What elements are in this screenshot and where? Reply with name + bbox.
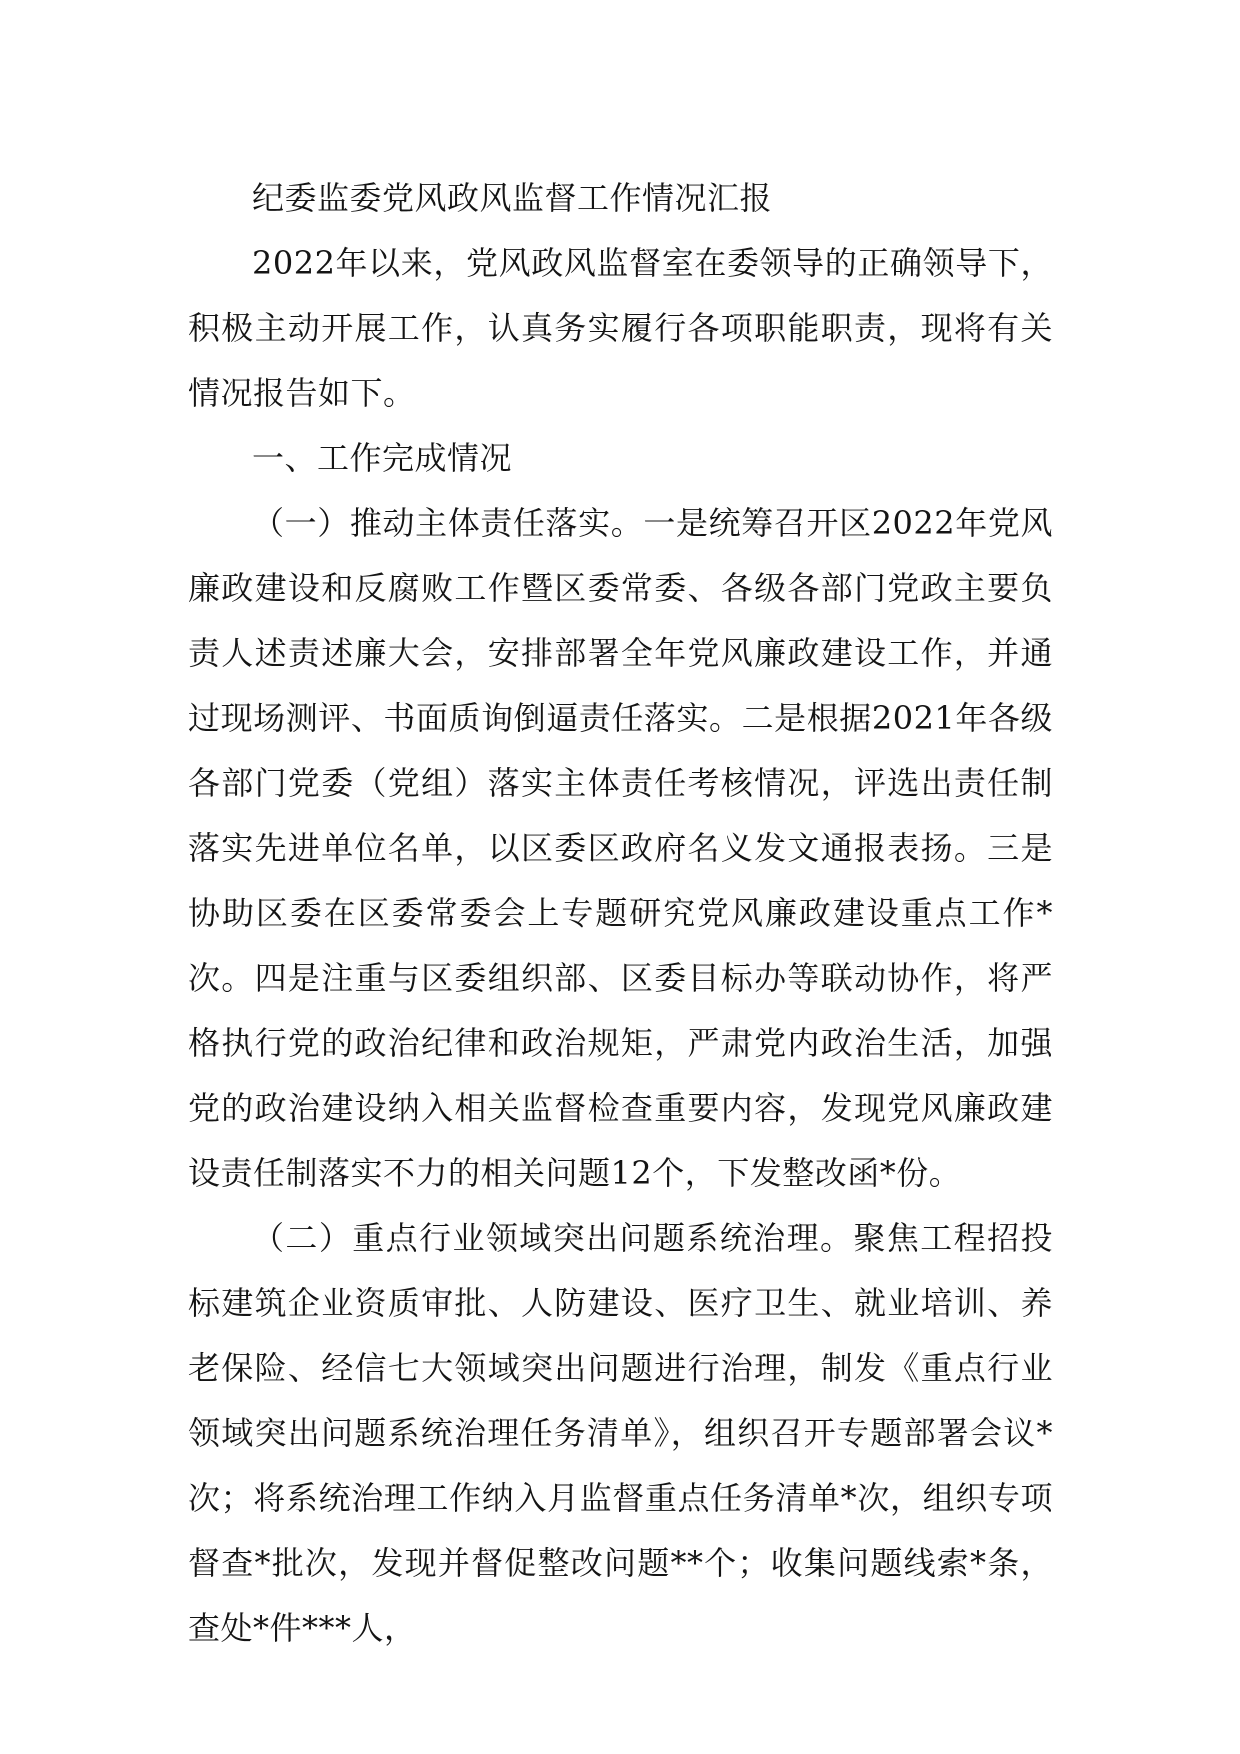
- paragraph-intro: 2022年以来，党风政风监督室在委领导的正确领导下，积极主动开展工作，认真务实履行各项职能职责，现将有关情况报告如下。: [188, 244, 1053, 412]
- paragraph-subsection-1: （一）推动主体责任落实。一是统筹召开区2022年党风廉政建设和反腐败工作暨区委常委、各级各部门党政主要负责人述责述廉大会，安排部署全年党风廉政建设工作，并通过现场测评、书面质询倒逼责任落实。二是根据2021年各级各部门党委（党组）落实主体责任考核情况，评选出责任制落实先进单位名单，以区委区政府名义发文通报表扬。三是协助区委在区委常委会上专题研究党风廉政建设重点工作*次。四是注重与区委组织部、区委目标办等联动协作，将严格执行党的政治纪律和政治规矩，严肃党内政治生活，加强党的政治建设纳入相关监督检查重要内容，发现党风廉政建设责任制落实不力的相关问题12个，下发整改函*份。: [188, 504, 1053, 1192]
- document-body: [188, 166, 1053, 1661]
- section-heading-1: 一、工作完成情况: [252, 439, 513, 477]
- paragraph-subsection-2: （二）重点行业领域突出问题系统治理。聚焦工程招投标建筑企业资质审批、人防建设、医疗卫生、就业培训、养老保险、经信七大领域突出问题进行治理，制发《重点行业领域突出问题系统治理任务清单》，组织召开专题部署会议*次；将系统治理工作纳入月监督重点任务清单*次，组织专项督查*批次，发现并督促整改问题**个；收集问题线索*条，查处*件***人，: [188, 1219, 1053, 1647]
- document-title: 纪委监委党风政风监督工作情况汇报: [252, 179, 773, 217]
